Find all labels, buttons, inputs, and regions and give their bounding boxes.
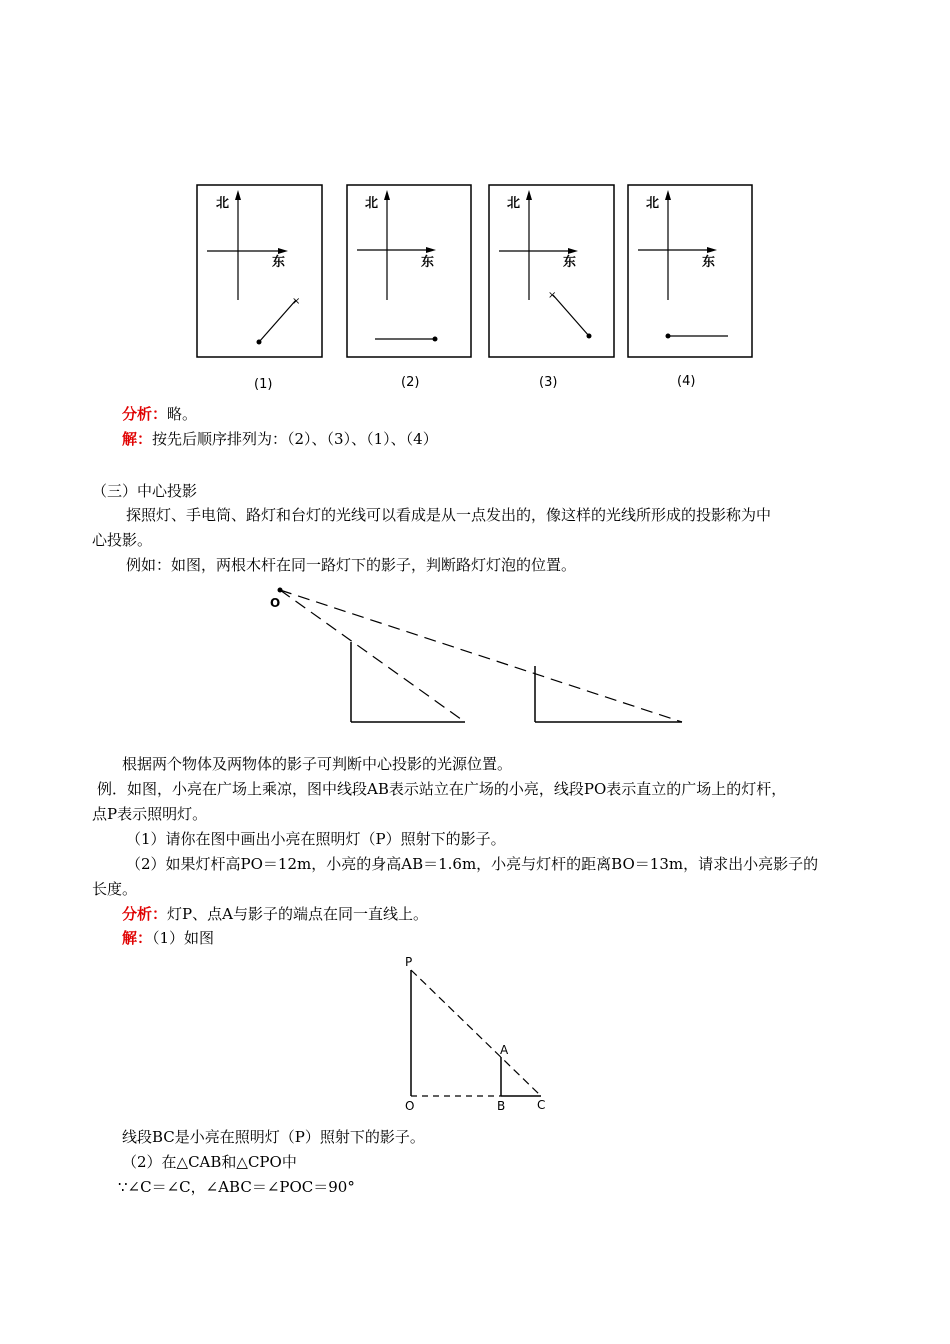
lamp-shadow-figure [395, 948, 565, 1118]
solution-label: 解： [122, 929, 153, 947]
north-label: 北 [646, 196, 660, 211]
north-label: 北 [365, 196, 379, 211]
label-p: P [405, 955, 413, 969]
question-2-line-1: （2）如果灯杆高PO＝12m，小亮的身高AB＝1.6m，小亮与灯杆的距离BO＝13m，请求出小亮影子的 [126, 855, 819, 873]
solution-text: （1）如图 [152, 929, 215, 947]
question-2-line-2: 长度。 [92, 880, 138, 898]
analysis-label: 分析： [122, 905, 168, 923]
compass-panel-2 [347, 185, 471, 357]
conclusion-text: 根据两个物体及两物体的影子可判断中心投影的光源位置。 [122, 755, 513, 773]
panel-label-2: (2) [401, 375, 420, 390]
solution-step-2: （2）在△CAB和△CPO中 [122, 1153, 297, 1171]
point-o-label: O [270, 596, 281, 610]
east-label: 东 [702, 255, 716, 270]
analysis-label: 分析： [122, 405, 168, 423]
central-projection-figure [260, 580, 700, 730]
panel-label-3: (3) [539, 375, 558, 390]
solution-line-1 [122, 429, 438, 449]
panel-label-4: (4) [677, 374, 696, 389]
compass-panel-1 [197, 185, 322, 357]
solution-line-2 [122, 928, 214, 948]
section-paragraph-line-2: 心投影。 [92, 531, 153, 549]
compass-panel-3 [489, 185, 614, 357]
shadow-statement: 线段BC是小亮在照明灯（P）照射下的影子。 [122, 1128, 425, 1146]
example-line-1: 例．如图，小亮在广场上乘凉，图中线段AB表示站立在广场的小亮，线段PO表示直立的广场上的灯杆， [97, 780, 787, 798]
label-a: A [500, 1043, 509, 1057]
section-paragraph-line-1: 探照灯、手电筒、路灯和台灯的光线可以看成是从一点发出的，像这样的光线所形成的投影称为中 [126, 506, 772, 524]
example-line-2: 点P表示照明灯。 [92, 805, 208, 823]
compass-panel-4 [628, 185, 752, 357]
question-1: （1）请你在图中画出小亮在照明灯（P）照射下的影子。 [126, 830, 506, 848]
north-label: 北 [216, 196, 230, 211]
analysis-text: 灯P、点A与影子的端点在同一直线上。 [167, 905, 428, 923]
solution-text: 按先后顺序排列为：（2）、（3）、（1）、（4） [152, 430, 438, 448]
analysis-line-1 [122, 404, 197, 424]
analysis-text: 略。 [167, 405, 198, 423]
north-label: 北 [507, 196, 521, 211]
east-label: 东 [563, 255, 577, 270]
panel-label-1: (1) [254, 377, 273, 392]
svg-text:×: × [548, 290, 557, 301]
example-intro: 例如：如图，两根木杆在同一路灯下的影子，判断路灯灯泡的位置。 [126, 556, 577, 574]
east-label: 东 [272, 255, 286, 270]
label-c: C [537, 1098, 546, 1112]
section-heading: （三）中心投影 [92, 482, 198, 500]
east-label: 东 [421, 255, 435, 270]
compass-figures [0, 0, 950, 400]
label-b: B [497, 1099, 506, 1113]
label-o: O [405, 1099, 415, 1113]
svg-text:×: × [292, 296, 301, 307]
analysis-line-2 [122, 904, 428, 924]
solution-step-3: ∵∠C＝∠C，∠ABC＝∠POC＝90° [118, 1178, 355, 1196]
solution-label: 解： [122, 430, 153, 448]
